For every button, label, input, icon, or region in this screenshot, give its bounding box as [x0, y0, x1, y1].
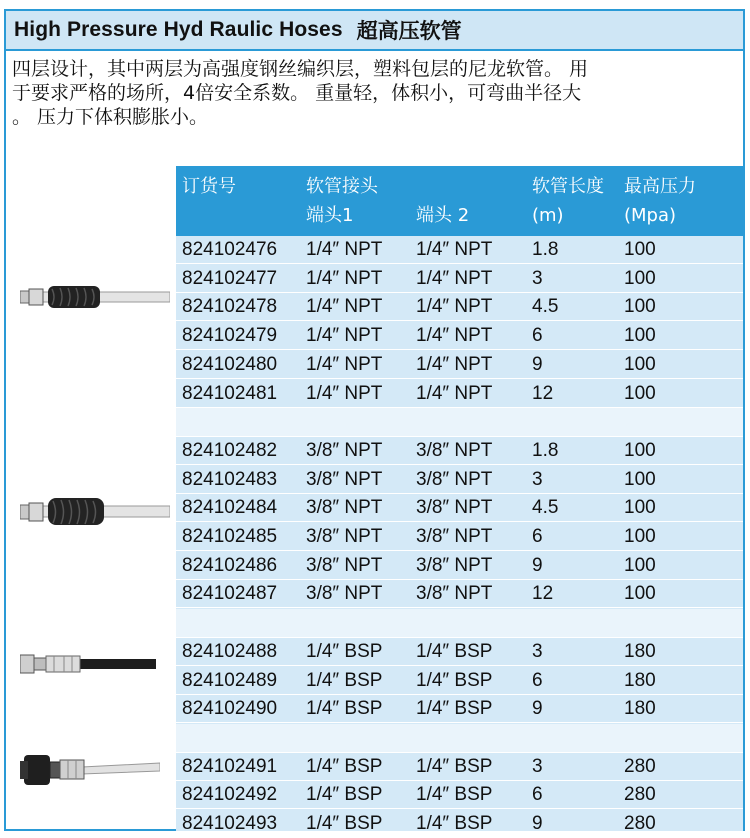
header-end2: 端头 2 — [416, 205, 470, 226]
group-separator — [176, 724, 743, 753]
order-number-cell: 824102486 — [182, 554, 278, 576]
group-separator — [176, 408, 743, 437]
end1-cell: 3/8″ NPT — [306, 526, 383, 547]
title-bar — [6, 11, 743, 51]
table-row — [176, 494, 743, 522]
pressure-cell: 100 — [624, 439, 656, 461]
table-header — [176, 166, 743, 236]
length-cell: 6 — [532, 669, 543, 691]
end1-cell: 1/4″ BSP — [306, 784, 383, 806]
description-line: 于要求严格的场所，4倍安全系数。 重量轻，体积小，可弯曲半径大 — [12, 82, 582, 104]
pressure-cell: 280 — [624, 813, 656, 834]
order-number-cell: 824102484 — [182, 497, 278, 519]
table-row — [176, 437, 743, 465]
table-row — [176, 293, 743, 321]
table-row — [176, 667, 743, 695]
end1-cell: 1/4″ NPT — [306, 382, 383, 404]
length-cell: 6 — [532, 325, 543, 347]
order-number-cell: 824102481 — [182, 382, 278, 404]
order-number-cell: 824102489 — [182, 669, 278, 691]
end1-cell: 3/8″ NPT — [306, 583, 383, 605]
end1-cell: 1/4″ BSP — [306, 698, 383, 720]
pressure-cell: 100 — [624, 526, 656, 547]
end1-cell: 1/4″ BSP — [306, 813, 383, 834]
table-row — [176, 523, 743, 551]
pressure-cell: 280 — [624, 755, 656, 777]
header-fitting: 软管接头 — [306, 176, 378, 197]
description-line: 四层设计，其中两层为高强度钢丝编织层，塑料包层的尼龙软管。 用 — [12, 58, 589, 80]
header-length-unit: (m) — [532, 205, 564, 226]
pressure-cell: 100 — [624, 583, 656, 605]
end2-cell: 1/4″ NPT — [416, 296, 493, 318]
bsp-180-hose-icon — [20, 649, 156, 679]
end2-cell: 1/4″ NPT — [416, 267, 493, 289]
length-cell: 6 — [532, 526, 543, 547]
table-row — [176, 236, 743, 264]
pressure-cell: 100 — [624, 468, 656, 490]
end1-cell: 3/8″ NPT — [306, 497, 383, 519]
title-english: High Pressure Hyd Raulic Hoses — [14, 18, 343, 41]
order-number-cell: 824102491 — [182, 755, 278, 777]
bsp-280-hose-icon — [20, 747, 160, 791]
pressure-cell: 180 — [624, 669, 656, 691]
end2-cell: 3/8″ NPT — [416, 497, 493, 519]
end2-cell: 1/4″ BSP — [416, 640, 493, 662]
end2-cell: 3/8″ NPT — [416, 583, 493, 605]
end1-cell: 1/4″ NPT — [306, 239, 383, 260]
order-number-cell: 824102482 — [182, 439, 278, 461]
pressure-cell: 100 — [624, 267, 656, 289]
end2-cell: 3/8″ NPT — [416, 526, 493, 547]
length-cell: 3 — [532, 267, 543, 289]
pressure-cell: 100 — [624, 497, 656, 519]
end2-cell: 1/4″ BSP — [416, 813, 493, 834]
end1-cell: 1/4″ NPT — [306, 353, 383, 375]
length-cell: 9 — [532, 698, 543, 720]
pressure-cell: 100 — [624, 382, 656, 404]
description-line: 。 压力下体积膨胀小。 — [12, 106, 209, 128]
end1-cell: 3/8″ NPT — [306, 439, 383, 461]
order-number-cell: 824102487 — [182, 583, 278, 605]
end2-cell: 1/4″ BSP — [416, 698, 493, 720]
end1-cell: 3/8″ NPT — [306, 468, 383, 490]
pressure-cell: 180 — [624, 698, 656, 720]
length-cell: 3 — [532, 468, 543, 490]
order-number-cell: 824102488 — [182, 640, 278, 662]
end2-cell: 1/4″ BSP — [416, 669, 493, 691]
title-chinese: 超高压软管 — [356, 19, 462, 43]
length-cell: 3 — [532, 640, 543, 662]
length-cell: 9 — [532, 813, 543, 834]
order-number-cell: 824102477 — [182, 267, 278, 289]
table-row — [176, 466, 743, 494]
order-number-cell: 824102483 — [182, 468, 278, 490]
end1-cell: 1/4″ BSP — [306, 669, 383, 691]
length-cell: 4.5 — [532, 497, 559, 519]
order-number-cell: 824102492 — [182, 784, 278, 806]
table-row — [176, 322, 743, 350]
table-row — [176, 580, 743, 608]
order-number-cell: 824102478 — [182, 296, 278, 318]
pressure-cell: 100 — [624, 325, 656, 347]
length-cell: 1.8 — [532, 239, 559, 260]
end2-cell: 3/8″ NPT — [416, 468, 493, 490]
length-cell: 9 — [532, 554, 543, 576]
header-pressure: 最高压力 — [624, 176, 696, 197]
length-cell: 4.5 — [532, 296, 559, 318]
table-row — [176, 781, 743, 809]
order-number-cell: 824102480 — [182, 353, 278, 375]
table-row — [176, 638, 743, 666]
end1-cell: 1/4″ NPT — [306, 296, 383, 318]
order-number-cell: 824102476 — [182, 239, 278, 260]
end2-cell: 1/4″ NPT — [416, 325, 493, 347]
header-pressure-unit: (Mpa) — [624, 205, 677, 226]
length-cell: 6 — [532, 784, 543, 806]
table-row — [176, 380, 743, 408]
order-number-cell: 824102479 — [182, 325, 278, 347]
catalog-panel — [4, 9, 745, 834]
hose-spec-table — [176, 166, 743, 834]
pressure-cell: 100 — [624, 296, 656, 318]
product-description — [12, 57, 736, 129]
order-number-cell: 824102490 — [182, 698, 278, 720]
end2-cell: 1/4″ NPT — [416, 239, 493, 260]
order-number-cell: 824102493 — [182, 813, 278, 834]
length-cell: 3 — [532, 755, 543, 777]
end2-cell: 1/4″ BSP — [416, 755, 493, 777]
npt-three-eighth-hose-icon — [20, 495, 170, 529]
end1-cell: 1/4″ BSP — [306, 640, 383, 662]
length-cell: 9 — [532, 353, 543, 375]
pressure-cell: 100 — [624, 554, 656, 576]
table-row — [176, 351, 743, 379]
table-row — [176, 552, 743, 580]
length-cell: 12 — [532, 583, 554, 605]
npt-quarter-hose-icon — [20, 283, 170, 311]
pressure-cell: 100 — [624, 239, 656, 260]
header-end1: 端头1 — [306, 205, 354, 226]
end2-cell: 3/8″ NPT — [416, 439, 493, 461]
end1-cell: 1/4″ NPT — [306, 267, 383, 289]
end2-cell: 1/4″ NPT — [416, 382, 493, 404]
end1-cell: 3/8″ NPT — [306, 554, 383, 576]
length-cell: 12 — [532, 382, 554, 404]
end2-cell: 3/8″ NPT — [416, 554, 493, 576]
table-row — [176, 695, 743, 723]
group-separator — [176, 609, 743, 638]
order-number-cell: 824102485 — [182, 526, 278, 547]
table-row — [176, 265, 743, 293]
header-length: 软管长度 — [532, 176, 604, 197]
pressure-cell: 280 — [624, 784, 656, 806]
pressure-cell: 180 — [624, 640, 656, 662]
table-row — [176, 753, 743, 781]
pressure-cell: 100 — [624, 353, 656, 375]
end1-cell: 1/4″ NPT — [306, 325, 383, 347]
length-cell: 1.8 — [532, 439, 559, 461]
header-order-no: 订货号 — [182, 176, 236, 197]
end1-cell: 1/4″ BSP — [306, 755, 383, 777]
end2-cell: 1/4″ NPT — [416, 353, 493, 375]
end2-cell: 1/4″ BSP — [416, 784, 493, 806]
